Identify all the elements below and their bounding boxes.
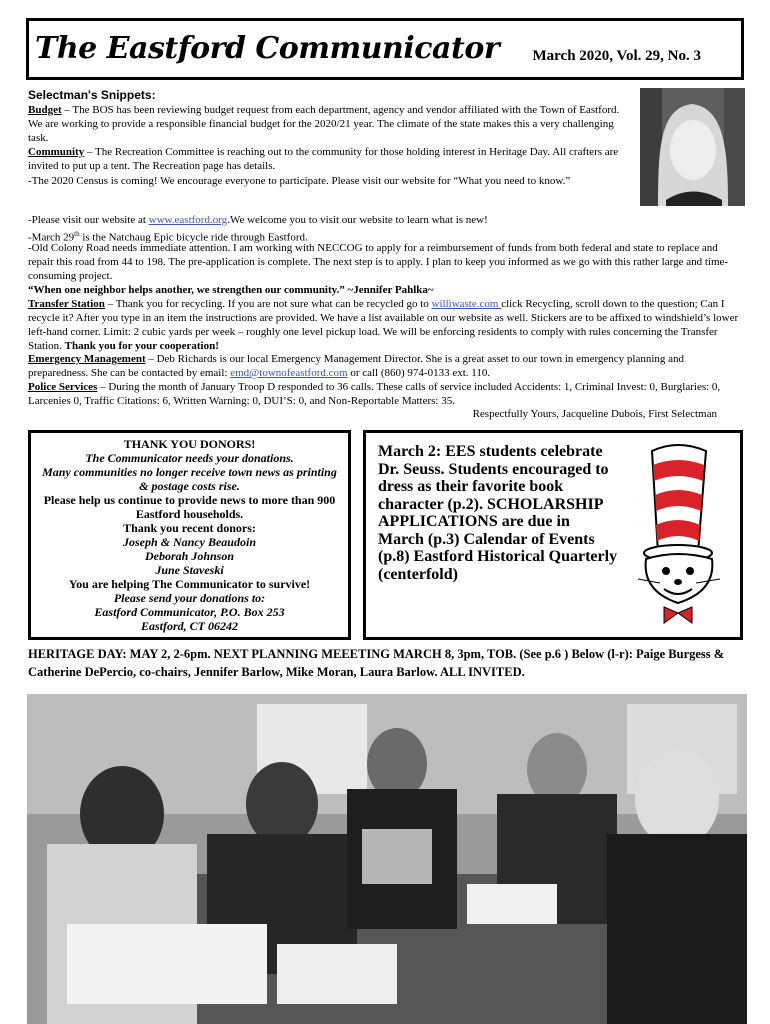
website-link[interactable]: www.eastford.org — [148, 214, 228, 226]
masthead — [26, 18, 744, 80]
snippets-heading: Selectman's Snippets: — [28, 88, 156, 102]
emergency-text-post: or call (860) 974-0133 ext. 110. — [347, 367, 491, 379]
selectman-portrait — [640, 88, 745, 206]
heritage-committee-photo — [27, 694, 747, 1024]
transfer-label: Transfer Station — [28, 298, 105, 310]
transfer-paragraph — [28, 297, 743, 353]
emergency-email-link[interactable]: emd@townofeastford.com — [230, 367, 348, 379]
quote: “When one neighbor helps another, we strengthen our community.” ~Jennifer Pahlka~ — [28, 284, 434, 296]
police-paragraph — [28, 380, 743, 408]
website-paragraph — [28, 213, 743, 227]
donor-2: Deborah Johnson — [144, 549, 235, 563]
police-label: Police Services — [28, 381, 98, 393]
signoff: Respectfully Yours, Jacqueline Dubois, First Selectman — [472, 408, 717, 420]
march-text-pre: -March 29 — [28, 231, 75, 244]
donors-line-4: Thank you recent donors: — [123, 521, 256, 535]
transfer-text-post: click Recycling, scroll down to the question; Can I recycle it? After you type in an item the instructions are provided. We have a list available on our website as well. Stickers are to be affixed to windshield’s lower left-hand corner. Limit: 2 cubic yards per week – roughly one level pickup load. We will be enforcing residents to comply with rules concerning the Transfer Station. — [28, 298, 739, 352]
donors-box — [28, 430, 351, 640]
old-colony-paragraph: -Old Colony Road needs immediate attention. I am working with NECCOG to apply for a reimbursement of funds from both federal and state to replace and repair this road from 44 to 198. The pre-application is complete. The next step is to apply. I plan to keep you informed as we go with this rather large and time-consuming project. — [28, 242, 729, 282]
budget-text: – The BOS has been reviewing budget request from each department, agency and vendor affiliated with the Town of Eastford. We are working to provide a responsible financial budget for the 2020/21 year. The climate of the state makes this a very challenging task. — [28, 104, 620, 144]
emergency-text-pre: – Deb Richards is our local Emergency Management Director. She is a great asset to our town in emergency planning and preparedness. She can be contacted by email: — [28, 353, 685, 379]
transfer-text-pre: – Thank you for recycling. If you are not sure what can be recycled go to — [104, 298, 432, 310]
issue-info: March 2020, Vol. 29, No. 3 — [532, 48, 701, 64]
donors-address-1: Eastford Communicator, P.O. Box 253 — [94, 605, 285, 619]
donors-address-2: Eastford, CT 06242 — [140, 619, 238, 633]
march-text-post: is the Natchaug Epic bicycle ride through Eastford. — [79, 231, 308, 244]
transfer-thanks: Thank you for your cooperation! — [64, 340, 219, 352]
highlights-box — [363, 430, 743, 640]
community-paragraph — [28, 145, 628, 173]
community-text: – The Recreation Committee is reaching out to the community for those holding interest in Heritage Day. All crafters are invited to put up a tent. The Recreation page has details. — [28, 146, 619, 172]
donors-line-1: The Communicator needs your donations. — [85, 451, 294, 465]
newsletter-title: The Eastford Communicator — [35, 31, 500, 66]
cat-in-the-hat-illustration — [628, 441, 732, 631]
emergency-label: Emergency Management — [28, 353, 146, 365]
website-text-pre: -Please visit our website at — [28, 214, 149, 226]
emergency-paragraph — [28, 352, 743, 380]
website-text-post: .We welcome you to visit our website to learn what is new! — [227, 214, 488, 226]
march-sup: th — [74, 230, 80, 238]
budget-label: Budget — [28, 104, 62, 116]
donors-line-2: Many communities no longer receive town news as printing & postage costs rise. — [42, 465, 337, 493]
donors-line-3: Please help us continue to provide news to more than 900 Eastford households. — [43, 493, 336, 521]
donor-1: Joseph & Nancy Beaudoin — [122, 535, 256, 549]
census-paragraph: -The 2020 Census is coming! We encourage everyone to participate. Please visit our website for “What you need to know.” — [28, 175, 571, 187]
williwaste-link[interactable]: williwaste.com — [431, 298, 502, 310]
budget-paragraph — [28, 103, 628, 145]
donors-line-6: Please send your donations to: — [113, 591, 266, 605]
donors-heading: THANK YOU DONORS! — [123, 437, 256, 451]
highlights-text: March 2: EES students celebrate Dr. Seuss. Students encouraged to dress as their favorite book character (p.2). SCHOLARSHIP APPLICATIONS are due in March (p.3) Calendar of Events (p.8) Eastford Historical Quarterly (centerfold) — [378, 443, 618, 583]
heritage-day-caption: HERITAGE DAY: MAY 2, 2-6pm. NEXT PLANNING MEEETING MARCH 8, 3pm, TOB. (See p.6 ) Below (l-r): Paige Burgess & Catherine DePercio, co-chairs, Jennifer Barlow, Mike Moran, Laura Barlow. ALL INVITED. — [28, 647, 725, 679]
donors-line-5: You are helping The Communicator to survive! — [68, 577, 311, 591]
donor-3: June Staveski — [155, 563, 224, 577]
community-label: Community — [28, 146, 85, 158]
police-text: – During the month of January Troop D responded to 36 calls. These calls of service included Accidents: 1, Criminal Invest: 0, Burglaries: 0, Larcenies 0, Traffic Citations: 6, Written Warning: 0, DUI’S: 0, and Non-Reportable Matters: 35. — [28, 381, 721, 407]
